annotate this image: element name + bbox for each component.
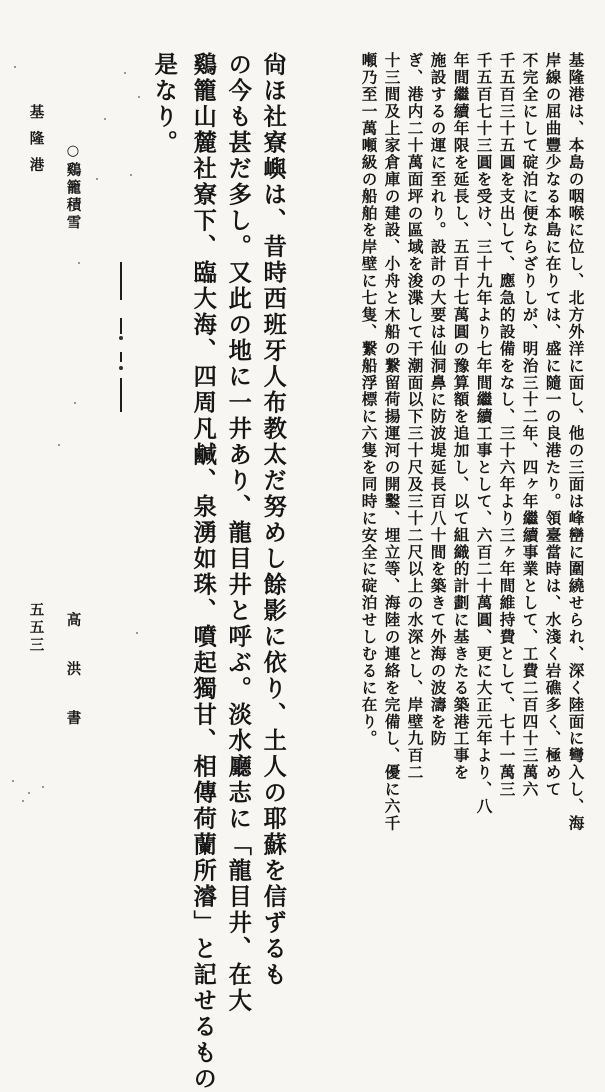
text-column: 基隆港は、本島の咽喉に位し、北方外洋に面し、他の三面は峰巒に圍繞せられ、深く陸面に彎入し、海 [566,52,586,832]
text-column: 年間繼續年限を延長し、五百十七萬圓の豫算額を追加し、以て組織的計劃に基きたる築港工事を [451,52,471,781]
text-column: の今も甚だ多し。又此の地に一井あり、龍目井と呼ぶ。淡水廳志に「龍目井、在大 [224,52,252,1014]
text-column: 噸乃至一萬噸級の船舶を岸壁に七隻、繋船浮標に六隻を同時に安全に碇泊せしむるに在り。 [359,52,379,747]
text-column: 鷄籠山麓社寮下、臨大海、四周凡鹹、泉湧如珠、噴起獨甘、相傳荷蘭所濬」と記せるもの [189,52,217,1092]
page-number: 五五三 [27,602,45,655]
text-column: 千五百三十五圓を支出して、應急的設備をなし、三十六年より三ヶ年間維持費として、七十一萬三 [497,52,517,798]
text-column: 千五百七十三圓を受け、三十九年より七年間繼續工事として、六百二十萬圓、更に大正元年より、八 [474,52,494,815]
text-column: 是なり。 [150,52,178,156]
section-title: 基隆港 [27,104,45,184]
text-column: 施設するの運に至れり。設計の大要は仙洞鼻に防波堤延長百八十間を築きて外海の波濤を防 [428,52,448,747]
text-column: 十三間及上家倉庫の建設、小舟と木船の繋留荷揚運河の開鑿、埋立等、海陸の連絡を完備し、優に六千 [382,52,402,832]
text-column: 岸線の屈曲豐少なる本島に在りては、盛に隨一の良港たり。領臺當時は、水淺く岩礁多く、極めて [543,52,563,798]
poem-title: ○鷄籠積雪 [64,142,82,232]
text-column: 不完全にして碇泊に便ならざりしが、明治三十二年、四ヶ年繼續事業として、工費二百四十三萬六 [520,52,540,798]
text-column: ぎ、港内二十萬面坪の區域を浚渫して干潮面以下三十尺及三十二尺以上の水深とし、岸壁九百二 [405,52,425,781]
poet-name: 高 洪 書 [64,612,82,735]
text-column: 尙ほ社寮嶼は、昔時西班牙人布教太だ努めし餘影に依り、土人の耶蘇を信ずるも [259,52,287,988]
